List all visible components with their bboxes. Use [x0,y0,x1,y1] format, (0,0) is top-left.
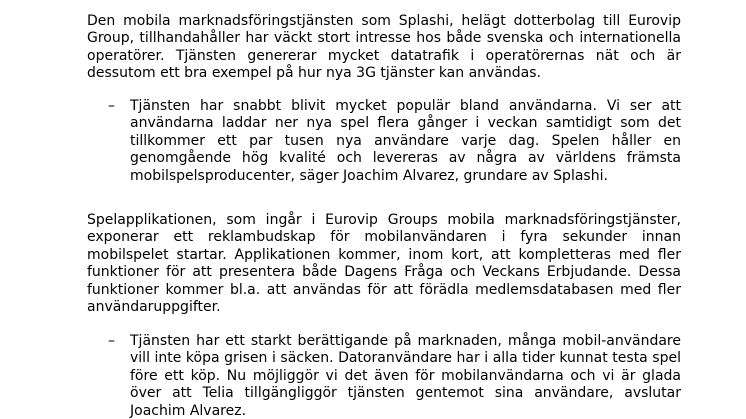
quote-block-2 [108,333,681,419]
quote-text: Tjänsten har ett starkt berättigande på marknaden, många mobil-användare vill inte köpa grisen i säcken. Datoranvändare har i alla tider kunnat testa spel före ett köp. Nu möjliggör vi det även för mobilanvändarna och vi är glada över att Telia tillgängliggör tjänsten gentemot sina användare, avslutar Joachim Alvarez. [130,333,681,419]
body-paragraph: Spelapplikationen, som ingår i Eurovip Groups mobila marknadsföringstjänster, exponerar ett reklambudskap för mobilanvändaren i fyra sekunder innan mobilspelet startar. Applikationen kommer, inom kort, att kompletteras med fler funktioner för att presentera både Dagens Fråga och Veckans Erbjudande. Dessa funktioner kommer bl.a. att användas för att förädla medlemsdatabasen med fler användaruppgifter. [87,212,681,316]
quote-text: Tjänsten har snabbt blivit mycket populär bland användarna. Vi ser att användarna laddar ner nya spel flera gånger i veckan samtidigt som det tillkommer ett par tusen nya användare varje dag. Spelen håller en genomgående hög kvalité och levereras av några av världens främsta mobilspelsproducenter, säger Joachim Alvarez, grundare av Splashi. [130,98,681,184]
quote-dash: – [108,333,115,349]
intro-paragraph: Den mobila marknadsföringstjänsten som Splashi, helägt dotterbolag till Eurovip Group, tillhandahåller har väckt stort intresse hos både svenska och internationella operatörer. Tjänsten genererar mycket datatrafik i operatörernas nät och är dessutom ett bra exempel på hur nya 3G tjänster kan användas. [87,13,681,82]
quote-block-1 [108,98,681,185]
quote-dash: – [108,98,115,114]
